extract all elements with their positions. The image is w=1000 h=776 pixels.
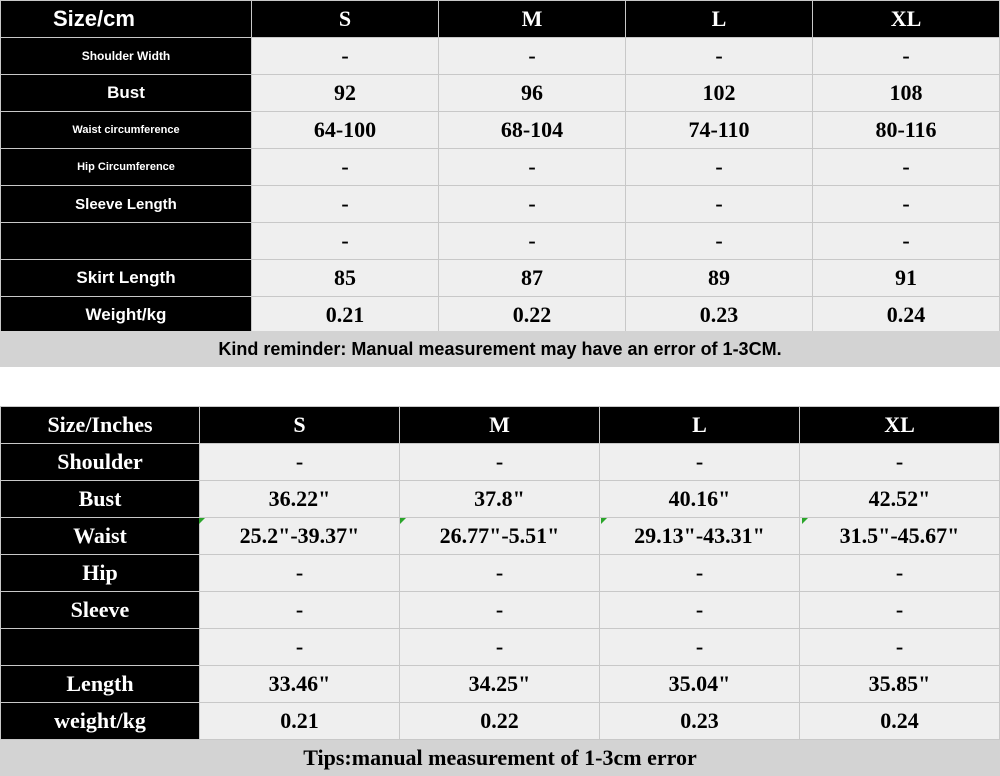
- header-cell: XL: [813, 1, 1000, 38]
- row-label: Sleeve: [1, 592, 200, 629]
- table-cell: 0.21: [252, 297, 439, 334]
- header-cell: Size/cm: [1, 1, 252, 38]
- table-cell: 35.85": [800, 666, 1000, 703]
- cell-marker-icon: [802, 518, 808, 524]
- header-cell: L: [626, 1, 813, 38]
- header-cell: M: [439, 1, 626, 38]
- table-cell: 0.21: [200, 703, 400, 740]
- table-cell: 36.22": [200, 481, 400, 518]
- table-cell: 33.46": [200, 666, 400, 703]
- table-cell: 102: [626, 75, 813, 112]
- table-cell: 25.2"-39.37": [200, 518, 400, 555]
- row-label: Weight/kg: [1, 297, 252, 334]
- table-cell: 108: [813, 75, 1000, 112]
- row-label: Shoulder: [1, 444, 200, 481]
- table-cell: -: [252, 186, 439, 223]
- header-cell: L: [600, 407, 800, 444]
- table-cell: -: [813, 38, 1000, 75]
- table-cell: 0.22: [439, 297, 626, 334]
- row-label: Waist: [1, 518, 200, 555]
- measurement-tip: Tips:manual measurement of 1-3cm error: [0, 740, 1000, 776]
- table-cell: 89: [626, 260, 813, 297]
- table-cell: -: [200, 592, 400, 629]
- table-row: [1, 112, 1000, 149]
- row-label: Waist circumference: [1, 112, 252, 149]
- table-cell: 0.22: [400, 703, 600, 740]
- measurement-reminder: Kind reminder: Manual measurement may have an error of 1-3CM.: [0, 331, 1000, 367]
- row-label: Shoulder Width: [1, 38, 252, 75]
- header-cell: Size/Inches: [1, 407, 200, 444]
- table-cell: -: [813, 149, 1000, 186]
- row-label: Length: [1, 666, 200, 703]
- table-row: [1, 703, 1000, 740]
- table-row: [1, 481, 1000, 518]
- row-label: Hip: [1, 555, 200, 592]
- cell-marker-icon: [199, 518, 205, 524]
- size-table-cm: [0, 0, 1000, 334]
- row-label: weight/kg: [1, 703, 200, 740]
- table-cell: 34.25": [400, 666, 600, 703]
- table-cell: -: [200, 444, 400, 481]
- table-cell: -: [439, 186, 626, 223]
- table-cell: -: [200, 629, 400, 666]
- table-cell: -: [800, 629, 1000, 666]
- table-row: [1, 555, 1000, 592]
- table-row: [1, 38, 1000, 75]
- table-cell: 92: [252, 75, 439, 112]
- table-row: [1, 592, 1000, 629]
- row-label: Sleeve Length: [1, 186, 252, 223]
- table-cell: -: [252, 149, 439, 186]
- table-row: [1, 518, 1000, 555]
- table-row: [1, 444, 1000, 481]
- table-cell: -: [439, 223, 626, 260]
- table-cell: -: [439, 38, 626, 75]
- table-cell: -: [626, 186, 813, 223]
- table-cell: -: [813, 186, 1000, 223]
- table-cell: 68-104: [439, 112, 626, 149]
- table-cell: -: [626, 223, 813, 260]
- table-cell: 31.5"-45.67": [800, 518, 1000, 555]
- table-cell: -: [200, 555, 400, 592]
- table-cell: -: [400, 592, 600, 629]
- table-cell: 87: [439, 260, 626, 297]
- header-cell: S: [252, 1, 439, 38]
- table-row: [1, 75, 1000, 112]
- table-cell: -: [600, 555, 800, 592]
- table-cell: 85: [252, 260, 439, 297]
- table-header-row: [1, 407, 1000, 444]
- table-cell: -: [800, 444, 1000, 481]
- table-cell: -: [626, 38, 813, 75]
- table-cell: -: [600, 629, 800, 666]
- table-cell: 74-110: [626, 112, 813, 149]
- table-cell: -: [800, 592, 1000, 629]
- table-row: [1, 629, 1000, 666]
- table-cell: -: [252, 38, 439, 75]
- table-row: [1, 666, 1000, 703]
- table-cell: -: [813, 223, 1000, 260]
- table-row: [1, 149, 1000, 186]
- table-cell: -: [600, 444, 800, 481]
- table-cell: -: [800, 555, 1000, 592]
- table-header-row: [1, 1, 1000, 38]
- table-cell: 0.23: [626, 297, 813, 334]
- row-label: Hip Circumference: [1, 149, 252, 186]
- header-cell: M: [400, 407, 600, 444]
- table-cell: -: [400, 555, 600, 592]
- table-cell: 64-100: [252, 112, 439, 149]
- table-cell: -: [400, 444, 600, 481]
- table-cell: 26.77"-5.51": [400, 518, 600, 555]
- table-cell: 0.23: [600, 703, 800, 740]
- table-row: [1, 297, 1000, 334]
- table-cell: 0.24: [800, 703, 1000, 740]
- table-row: [1, 186, 1000, 223]
- table-cell: 37.8": [400, 481, 600, 518]
- table-cell: 0.24: [813, 297, 1000, 334]
- row-label: Bust: [1, 481, 200, 518]
- row-label: [1, 223, 252, 260]
- table-cell: -: [252, 223, 439, 260]
- size-table-inches: [0, 406, 1000, 740]
- table-cell: 42.52": [800, 481, 1000, 518]
- row-label: Bust: [1, 75, 252, 112]
- table-cell: -: [600, 592, 800, 629]
- header-cell: XL: [800, 407, 1000, 444]
- table-row: [1, 260, 1000, 297]
- table-cell: -: [400, 629, 600, 666]
- cell-marker-icon: [601, 518, 607, 524]
- table-cell: 29.13"-43.31": [600, 518, 800, 555]
- table-cell: -: [439, 149, 626, 186]
- cell-marker-icon: [400, 518, 406, 524]
- row-label: Skirt Length: [1, 260, 252, 297]
- row-label: [1, 629, 200, 666]
- table-row: [1, 223, 1000, 260]
- table-cell: -: [626, 149, 813, 186]
- table-cell: 35.04": [600, 666, 800, 703]
- table-cell: 96: [439, 75, 626, 112]
- table-cell: 91: [813, 260, 1000, 297]
- table-cell: 80-116: [813, 112, 1000, 149]
- header-cell: S: [200, 407, 400, 444]
- table-cell: 40.16": [600, 481, 800, 518]
